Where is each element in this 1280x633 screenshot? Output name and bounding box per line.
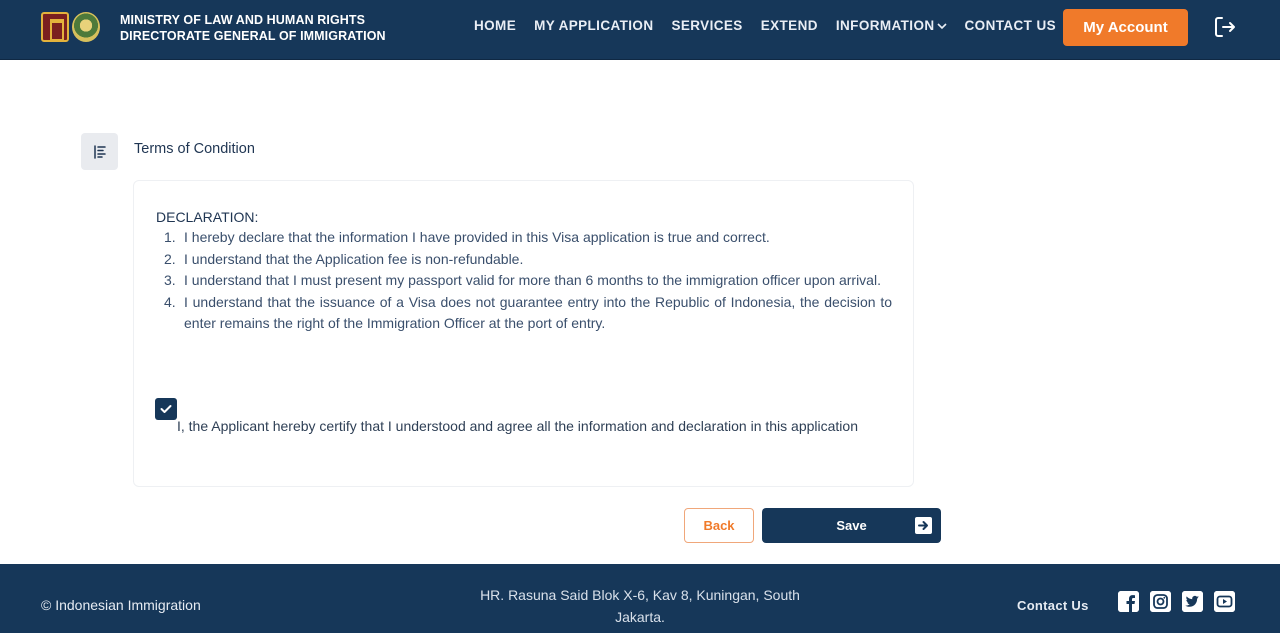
declaration-item-text: I understand that the Application fee is non-refundable.	[184, 250, 524, 267]
declaration-item-number: 3.	[164, 272, 176, 288]
brand-title	[120, 12, 386, 44]
brand-line-2: DIRECTORATE GENERAL OF IMMIGRATION	[120, 29, 386, 43]
declaration-item	[164, 292, 892, 335]
nav-my-application[interactable]: MY APPLICATION	[534, 18, 654, 33]
declaration-item-text: I understand that I must present my passport valid for more than 6 months to the immigration officer upon arrival.	[184, 272, 881, 288]
footer	[0, 564, 1280, 633]
main-nav	[474, 18, 1056, 34]
terms-card	[133, 180, 914, 487]
nav-extend[interactable]: EXTEND	[760, 18, 818, 33]
section-icon-box	[81, 133, 118, 170]
instagram-icon[interactable]	[1150, 591, 1171, 612]
footer-address: HR. Rasuna Said Blok X-6, Kav 8, Kuningan, South Jakarta.	[480, 587, 800, 625]
twitter-icon[interactable]	[1182, 591, 1203, 612]
nav-services[interactable]: SERVICES	[671, 18, 743, 33]
chevron-down-icon	[937, 22, 947, 30]
nav-information[interactable]	[836, 18, 947, 34]
nav-contact-us[interactable]: CONTACT US	[964, 18, 1057, 33]
facebook-icon[interactable]	[1118, 591, 1139, 612]
footer-copyright: © Indonesian Immigration	[41, 597, 201, 613]
top-navbar	[0, 0, 1280, 60]
brand-line-1: MINISTRY OF LAW AND HUMAN RIGHTS	[120, 13, 366, 27]
declaration-item	[164, 227, 892, 249]
list-icon	[92, 144, 108, 160]
nav-information-label: INFORMATION	[835, 18, 935, 33]
immigration-emblem	[72, 12, 100, 42]
declaration-item-number: 1.	[164, 229, 176, 245]
save-button[interactable]	[762, 508, 941, 543]
checkmark-icon	[160, 404, 172, 414]
agree-label: I, the Applicant hereby certify that I understood and agree all the information and declaration in this application	[177, 418, 858, 434]
declaration-list	[164, 227, 892, 335]
footer-contact-link[interactable]: Contact Us	[1017, 598, 1089, 613]
ministry-logo	[41, 12, 69, 42]
youtube-icon[interactable]	[1214, 591, 1235, 612]
declaration-item-text: I hereby declare that the information I have provided in this Visa application is true and correct.	[184, 229, 770, 245]
declaration-item-number: 2.	[164, 250, 176, 267]
declaration-item-number: 4.	[164, 293, 176, 310]
declaration-item-text: I understand that the issuance of a Visa does not guarantee entry into the Republic of Indonesia, the decision to enter remains the right of the Immigration Officer at the port of entry.	[184, 293, 892, 331]
logout-icon[interactable]	[1213, 15, 1237, 39]
my-account-button[interactable]: My Account	[1063, 9, 1188, 46]
arrow-right-icon	[915, 517, 932, 534]
logo-group[interactable]	[41, 12, 100, 42]
section-title: Terms of Condition	[134, 141, 255, 157]
back-button[interactable]: Back	[684, 508, 754, 543]
nav-home[interactable]: HOME	[474, 18, 517, 33]
agree-checkbox[interactable]	[155, 398, 177, 420]
save-button-label: Save	[836, 518, 867, 533]
declaration-item	[164, 249, 892, 271]
declaration-title: DECLARATION:	[156, 209, 259, 225]
social-links	[1118, 591, 1235, 612]
declaration-item	[164, 270, 892, 292]
